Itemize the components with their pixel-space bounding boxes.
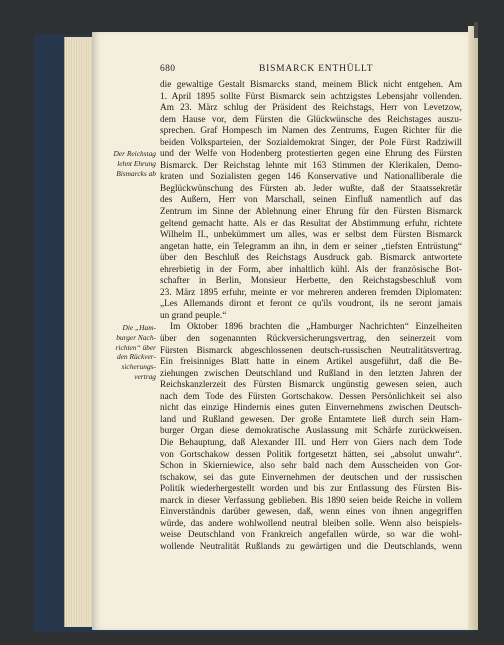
margin-note-line: lehnt Ehrung: [117, 158, 156, 168]
page-fore-edge: [468, 26, 478, 630]
text-line: Am 23. März schlug der Präsident des Reichstags, Herr von Levetzow,: [160, 103, 462, 114]
text-line: Die Behauptung, daß Alexander III. und Herr von Giers nach dem Tode: [160, 437, 462, 448]
text-line: nach dem Tode des Fürsten Gortschakow. Dessen Persönlichkeit sei also: [160, 391, 462, 402]
margin-note-line: Der Reichstag: [113, 149, 156, 158]
text-line: nicht das einzige Hindernis eines guten Einvernehmens zwischen Deutsch-: [160, 403, 462, 414]
text-line: Politik wiederhergestellt worden und bis zur Entlassung des Fürsten Bis-: [160, 484, 462, 495]
text-line: Fürsten Bismarck abgeschlossenen deutsch-russischen Neutralitätsvertrag.: [160, 345, 462, 356]
text-line: Zentrum im Sinne der Ablehnung einer Ehrung für den Fürsten Bismarck: [160, 207, 462, 218]
text-line: die gewaltige Gestalt Bismarcks stand, meinem Blick nicht entgehen. Am: [160, 80, 462, 90]
margin-note-line: vertrag: [134, 371, 156, 381]
running-title: BISMARCK ENTHÜLLT: [259, 64, 374, 74]
text-line: des Äußern, Herr von Marschall, seinen Einfluß namentlich auf das: [160, 195, 462, 206]
text-line: geltend gemacht hatte. Als er das Resultat der Abstimmung erfuhr, richtete: [160, 218, 462, 229]
text-line: über den Beschluß des Reichstags Ausdruck gab. Bismarck antwortete: [160, 253, 462, 264]
text-line: würde, das andere wohlwollend neutral bleiben solle. Wenn also beispiels-: [160, 518, 462, 529]
text-line: marck in dieser Verfassung geblieben. Bis 1890 seien beide Reiche in vollem: [160, 495, 462, 506]
text-line: dem Hause vor, dem Fürsten die Glückwünsche des Reichstages auszu-: [160, 114, 462, 125]
text-line: über den sogenannten Rückversicherungsvertrag, den seinerzeit vom: [160, 334, 462, 345]
text-line: wollende Neutralität Rußlands zu gewärtigen und die Deutschlands, wenn: [160, 541, 462, 552]
text-line: kraten und Sozialisten gegen 146 Konservative und Nationalliberale die: [160, 172, 462, 183]
text-line: und der Welfe von Hodenberg protestierten gegen eine Ehrung des Fürsten: [160, 149, 462, 160]
running-header: [160, 64, 462, 76]
text-line: beiden Volksparteien, der Sozialdemokrat Singer, der Pole Fürst Radziwill: [160, 137, 462, 148]
page-stack-edge: [64, 37, 95, 627]
text-line: Beglückwünschung des Fürsten ab. Jeder wußte, daß der Staatssekretär: [160, 183, 462, 194]
text-line: angetan hatte, ein Telegramm an ihn, in dem er seiner „tiefsten Entrüstung“: [160, 241, 462, 252]
text-line: Ein freisinniges Blatt hatte in einem Artikel ausgeführt, daß die Be-: [160, 357, 462, 368]
text-line: 1. April 1895 sollte Fürst Bismarck sein achtzigstes Lebensjahr vollenden.: [160, 91, 462, 102]
page-number: 680: [160, 64, 176, 74]
text-line: schafter in Berlin, Monsieur Herbette, den Reichstagsbeschluß vom: [160, 276, 462, 287]
margin-note-line: richten“ über: [115, 342, 156, 352]
text-line: ziehungen zwischen Deutschland und Rußland in den letzten Jahren der: [160, 368, 462, 379]
margin-note-line: burger Nach-: [116, 332, 156, 342]
text-line: Im Oktober 1896 brachten die „Hamburger Nachrichten“ Einzelheiten: [170, 322, 462, 333]
text-line: tschakow, sei das gute Einvernehmen der deutschen und der russischen: [160, 472, 462, 483]
margin-note-line: sicherungs-: [121, 362, 156, 372]
body-text: [160, 80, 462, 553]
text-line: burger Organ diese demokratische Auslassung mit Schärfe zurückweisen.: [160, 426, 462, 437]
text-line: land und Rußland gewesen. Der große Entamtete ließ durch sein Ham-: [160, 414, 462, 425]
text-line: ehrerbietig in der Form, aber inhaltlich kühl. Als der französische Bot-: [160, 264, 462, 275]
text-line: sprechen. Graf Hompesch im Namen des Zentrums, Eugen Richter für die: [160, 126, 462, 137]
margin-note-hamburger: [96, 323, 156, 382]
margin-note-line: Bismarcks ab: [116, 168, 156, 178]
text-line: weise Deutschland von Frankreich angefallen würde, so war die wohl-: [160, 530, 462, 541]
background-strip: [478, 0, 504, 645]
text-line: un grand peuple.“: [160, 310, 227, 321]
text-line: Wilhelm II., unbekümmert um alles, was er selbst dem Fürsten Bismarck: [160, 230, 462, 241]
text-line: „Les Allemands diront et feront ce qu'ils voudront, ils ne seront jamais: [160, 299, 462, 310]
text-line: Reichskanzlerzeit des Fürsten Bismarck ungünstig gewesen seien, auch: [160, 380, 462, 391]
text-line: von Gortschakow dessen Politik fortgesetzt hätten, sei „absolut unwahr“.: [160, 449, 462, 460]
margin-note-line: Die „Ham-: [122, 323, 156, 332]
text-line: Bismarck. Der Reichstag lehnte mit 163 Stimmen der Klerikalen, Demo-: [160, 160, 462, 171]
text-line: Einverständnis darüber gewesen, daß, wenn eines von ihnen angegriffen: [160, 507, 462, 518]
text-line: Schon in Skierniewice, also sehr bald nach dem Ausscheiden von Gor-: [160, 461, 462, 472]
margin-note-reichstag: [96, 149, 156, 178]
margin-note-line: den Rückver-: [116, 352, 156, 362]
text-line: 23. März 1895 erfuhr, meinte er vor mehreren anderen fremden Diplomaten:: [160, 287, 462, 298]
